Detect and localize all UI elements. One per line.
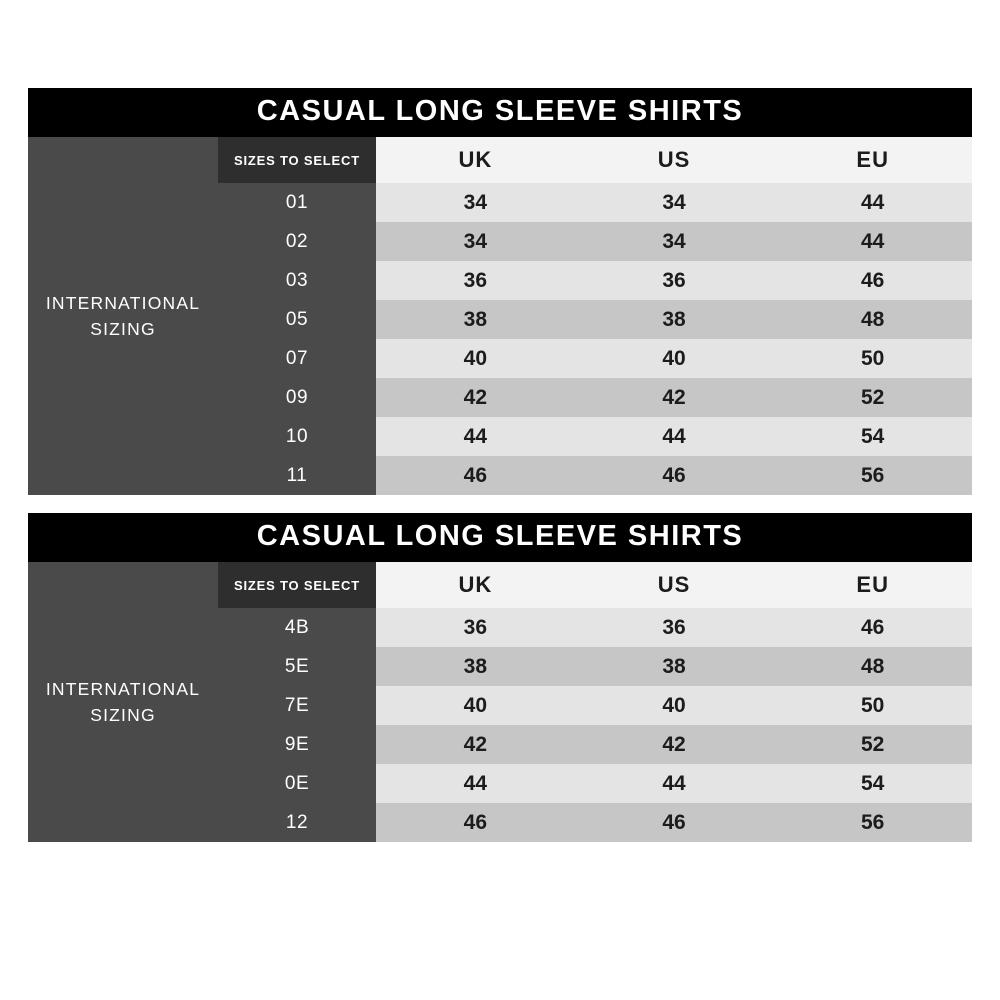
- header-sizes-to-select: SIZES TO SELECT: [218, 137, 376, 183]
- cell-eu: 54: [773, 764, 972, 803]
- header-sizes-to-select: SIZES TO SELECT: [218, 562, 376, 608]
- header-us: US: [575, 562, 774, 608]
- cell-uk: 34: [376, 222, 575, 261]
- cell-eu: 44: [773, 222, 972, 261]
- table-row: [218, 222, 972, 261]
- cell-size: 07: [218, 339, 376, 378]
- size-chart-2: [28, 513, 972, 842]
- cell-us: 36: [575, 608, 774, 647]
- size-chart-1: [28, 88, 972, 495]
- cell-size: 05: [218, 300, 376, 339]
- size-table: [218, 562, 972, 842]
- cell-size: 4B: [218, 608, 376, 647]
- cell-us: 42: [575, 725, 774, 764]
- cell-eu: 52: [773, 725, 972, 764]
- cell-size: 7E: [218, 686, 376, 725]
- cell-eu: 46: [773, 261, 972, 300]
- cell-eu: 52: [773, 378, 972, 417]
- header-uk: UK: [376, 562, 575, 608]
- header-eu: EU: [773, 562, 972, 608]
- cell-size: 03: [218, 261, 376, 300]
- header-uk: UK: [376, 137, 575, 183]
- table-row: [218, 339, 972, 378]
- table-row: [218, 183, 972, 222]
- cell-uk: 42: [376, 378, 575, 417]
- table-row: [218, 417, 972, 456]
- cell-us: 46: [575, 803, 774, 842]
- table-row: [218, 378, 972, 417]
- table-row: [218, 725, 972, 764]
- cell-us: 42: [575, 378, 774, 417]
- cell-size: 01: [218, 183, 376, 222]
- cell-us: 34: [575, 222, 774, 261]
- table-row: [218, 686, 972, 725]
- table-row: [218, 456, 972, 495]
- cell-uk: 44: [376, 764, 575, 803]
- table-row: [218, 300, 972, 339]
- cell-uk: 42: [376, 725, 575, 764]
- cell-eu: 50: [773, 339, 972, 378]
- cell-uk: 36: [376, 261, 575, 300]
- cell-uk: 38: [376, 647, 575, 686]
- chart-body: [28, 137, 972, 495]
- cell-eu: 44: [773, 183, 972, 222]
- chart-title: CASUAL LONG SLEEVE SHIRTS: [28, 88, 972, 137]
- side-label: INTERNATIONAL SIZING: [28, 137, 218, 495]
- cell-eu: 56: [773, 456, 972, 495]
- chart-title: CASUAL LONG SLEEVE SHIRTS: [28, 513, 972, 562]
- chart-body: [28, 562, 972, 842]
- table-header-row: [218, 137, 972, 183]
- cell-us: 44: [575, 417, 774, 456]
- cell-us: 40: [575, 339, 774, 378]
- cell-size: 12: [218, 803, 376, 842]
- cell-uk: 46: [376, 803, 575, 842]
- side-label: INTERNATIONAL SIZING: [28, 562, 218, 842]
- cell-us: 46: [575, 456, 774, 495]
- cell-size: 5E: [218, 647, 376, 686]
- cell-uk: 36: [376, 608, 575, 647]
- cell-uk: 38: [376, 300, 575, 339]
- cell-us: 38: [575, 300, 774, 339]
- cell-uk: 40: [376, 686, 575, 725]
- cell-size: 9E: [218, 725, 376, 764]
- header-eu: EU: [773, 137, 972, 183]
- cell-us: 34: [575, 183, 774, 222]
- cell-size: 11: [218, 456, 376, 495]
- cell-uk: 44: [376, 417, 575, 456]
- table-row: [218, 647, 972, 686]
- cell-eu: 48: [773, 647, 972, 686]
- cell-eu: 54: [773, 417, 972, 456]
- cell-size: 0E: [218, 764, 376, 803]
- cell-size: 10: [218, 417, 376, 456]
- cell-us: 38: [575, 647, 774, 686]
- cell-eu: 46: [773, 608, 972, 647]
- cell-uk: 40: [376, 339, 575, 378]
- table-row: [218, 608, 972, 647]
- cell-us: 36: [575, 261, 774, 300]
- cell-uk: 46: [376, 456, 575, 495]
- cell-eu: 48: [773, 300, 972, 339]
- cell-eu: 56: [773, 803, 972, 842]
- table-row: [218, 803, 972, 842]
- cell-us: 40: [575, 686, 774, 725]
- size-table: [218, 137, 972, 495]
- cell-us: 44: [575, 764, 774, 803]
- header-us: US: [575, 137, 774, 183]
- cell-uk: 34: [376, 183, 575, 222]
- table-row: [218, 764, 972, 803]
- cell-eu: 50: [773, 686, 972, 725]
- cell-size: 09: [218, 378, 376, 417]
- table-header-row: [218, 562, 972, 608]
- cell-size: 02: [218, 222, 376, 261]
- table-row: [218, 261, 972, 300]
